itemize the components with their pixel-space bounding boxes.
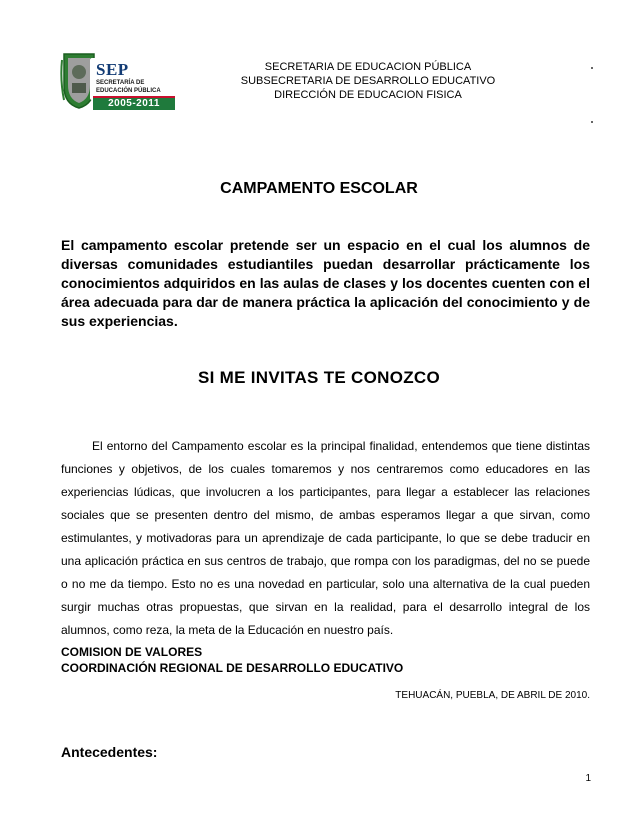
document-title: CAMPAMENTO ESCOLAR (220, 180, 418, 197)
header-line-2: SUBSECRETARIA DE DESARROLLO EDUCATIVO (240, 75, 496, 87)
header-line-3: DIRECCIÓN DE EDUCACION FISICA (274, 89, 462, 101)
header-line-1: SECRETARIA DE EDUCACION PÚBLICA (264, 61, 472, 73)
org-line-1: COMISION DE VALORES (61, 645, 203, 659)
organization-block (61, 644, 403, 676)
antecedentes-heading: Antecedentes: (61, 744, 158, 760)
page-number: 1 (585, 773, 591, 784)
org-line-2: COORDINACIÓN REGIONAL DE DESARROLLO EDUCATIVO (61, 661, 404, 675)
section-title: SI ME INVITAS TE CONOZCO (197, 368, 441, 387)
intro-paragraph: El campamento escolar pretende ser un espacio en el cual los alumnos de diversas comunidades estudiantiles puedan desarrollar prácticamente los conocimientos adquiridos en las aulas de clases y los docentes cuenten con el área adecuada para dar de manera práctica la aplicación del conocimiento y de sus experiencias. (61, 237, 590, 329)
logo-line1: SECRETARÍA DE (96, 80, 145, 86)
body-text (61, 435, 590, 642)
logo-sep-text: SEP (96, 60, 129, 79)
margin-dot (591, 121, 593, 123)
document-header (200, 60, 536, 102)
place-date: TEHUACÁN, PUEBLA, DE ABRIL DE 2010. (395, 690, 590, 701)
margin-dot (591, 67, 593, 69)
logo-line2: EDUCACIÓN PÚBLICA (96, 88, 161, 94)
sep-logo (60, 50, 178, 110)
body-paragraph: El entorno del Campamento escolar es la principal finalidad, entendemos que tiene distintas funciones y objetivos, de los cuales tomaremos y nos centraremos como educadores en las experiencias lúdicas, que involucren a los participantes, para llegar a establecer las relaciones sociales que se presenten dentro del mismo, de ambas esperamos llegar a que sirvan, como estimulantes, y motivadoras para un aprendizaje de cada participante, lo que se debe traducir en una aplicación práctica en sus centros de trabajo, que rompa con los paradigmas, del no se puede o no me da tiempo. Esto no es una novedad en particular, solo una alternativa de la cual pueden surgir muchas otras propuestas, que sirvan en la realidad, para el desarrollo integral de los alumnos, como reza, la meta de la Educación en nuestro país. (61, 439, 590, 637)
logo-years: 2005-2011 (93, 98, 175, 110)
